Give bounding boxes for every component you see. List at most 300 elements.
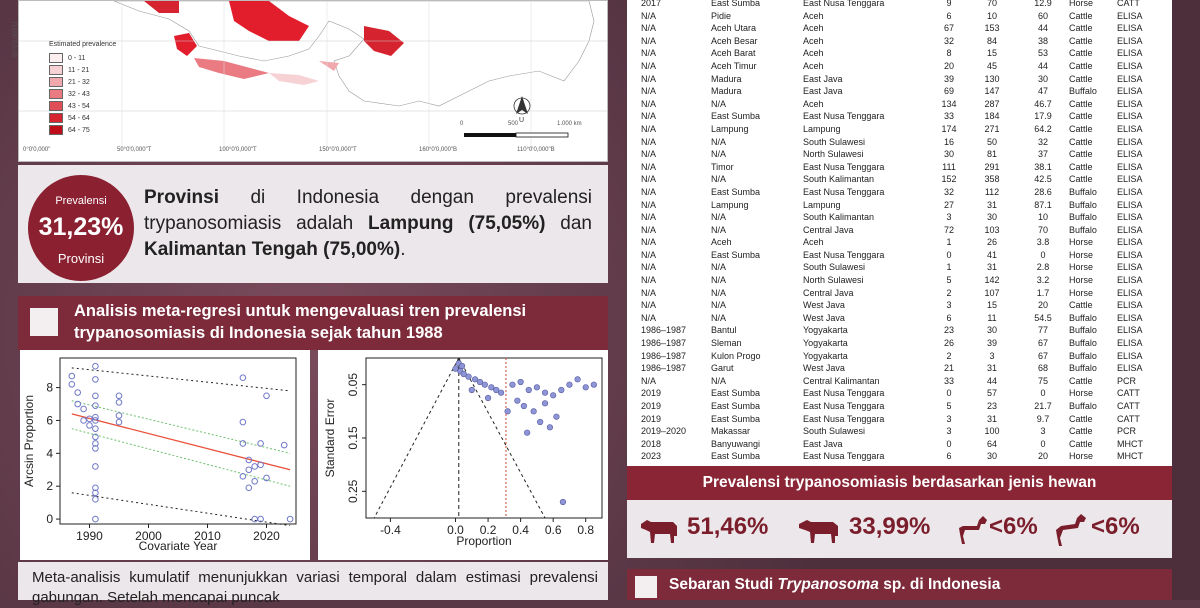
table-cell: ELISA [1117, 224, 1143, 235]
table-cell: 10 [1037, 212, 1048, 223]
data-point [93, 516, 99, 522]
data-point [547, 425, 553, 431]
data-point [482, 382, 488, 388]
circle-value: 31,23% [38, 213, 124, 241]
data-point [93, 426, 99, 432]
table-cell: 1986–1987 [641, 338, 687, 349]
table-cell: N/A [641, 149, 657, 160]
legend-item [49, 53, 85, 63]
table-cell: Bantul [711, 325, 737, 336]
table-row [641, 173, 1157, 186]
table-cell: 38.1 [1034, 161, 1052, 172]
table-cell: East Sumba [711, 186, 761, 197]
data-point [575, 377, 581, 383]
table-cell: 1 [946, 237, 952, 248]
legend-label: 11 - 21 [68, 66, 90, 74]
table-cell: 3 [946, 300, 952, 311]
table-cell: 134 [941, 98, 957, 109]
table-cell: MHCT [1117, 451, 1143, 462]
table-cell: South Kalimantan [803, 212, 875, 223]
table-cell: East Nusa Tenggara [803, 451, 885, 462]
table-cell: PCR [1117, 375, 1137, 386]
table-cell: 1 [946, 262, 952, 273]
table-cell: ELISA [1117, 136, 1143, 147]
x-tick-label: 2000 [135, 529, 162, 543]
table-cell: Central Java [803, 224, 854, 235]
animal-prevalence-header [627, 466, 1172, 500]
table-cell: N/A [711, 212, 727, 223]
table-cell: Pidie [711, 10, 732, 21]
table-cell: East Java [803, 73, 843, 84]
table-cell: 30 [1037, 73, 1048, 84]
table-cell: 287 [984, 98, 1000, 109]
y-axis-label: Standard Error [323, 398, 337, 478]
data-point [240, 419, 246, 425]
table-row [641, 438, 1157, 451]
table-cell: South Sulawesi [803, 426, 866, 437]
table-cell: 1986–1987 [641, 325, 687, 336]
x-tick-label: 2020 [253, 529, 280, 543]
table-cell: 45 [986, 60, 997, 71]
horse-icon [1053, 512, 1089, 548]
legend-swatch [49, 53, 63, 63]
table-cell: 358 [984, 174, 1000, 185]
table-cell: Aceh [803, 48, 824, 59]
table-cell: Cattle [1069, 174, 1093, 185]
data-point [554, 414, 560, 420]
legend-swatch [49, 101, 63, 111]
table-cell: 20 [1037, 300, 1048, 311]
table-cell: N/A [641, 111, 657, 122]
buffalo-icon [797, 516, 841, 544]
table-cell: N/A [641, 249, 657, 260]
y-tick-label: 8 [46, 380, 53, 395]
data-point [116, 400, 122, 406]
funnel-left [374, 358, 459, 518]
table-cell: 2023 [641, 451, 662, 462]
table-row [641, 312, 1157, 325]
table-cell: ELISA [1117, 123, 1143, 134]
table-cell: 0 [1040, 438, 1046, 449]
table-cell: 39 [986, 338, 997, 349]
table-cell: 30 [986, 212, 997, 223]
table-cell: 1986–1987 [641, 363, 687, 374]
table-cell: Buffalo [1069, 212, 1097, 223]
table-cell: 28.6 [1034, 186, 1052, 197]
table-cell: 6 [946, 10, 952, 21]
data-point [459, 363, 465, 369]
table-cell: 53 [1037, 48, 1048, 59]
table-cell: West Java [803, 300, 845, 311]
x-tick-label: 1990 [76, 529, 103, 543]
table-cell: N/A [641, 312, 657, 323]
legend-item [49, 65, 89, 75]
legend-item [49, 77, 90, 87]
table-cell: Aceh [803, 23, 824, 34]
table-cell: 32 [943, 35, 954, 46]
ci-band-upper [72, 401, 290, 454]
ci-band-lower [72, 429, 290, 487]
x-axis-label: Covariate Year [138, 539, 218, 553]
table-cell: ELISA [1117, 312, 1143, 323]
table-cell: N/A [641, 86, 657, 97]
table-cell: North Sulawesi [803, 149, 864, 160]
table-cell: Cattle [1069, 98, 1093, 109]
table-cell: East Sumba [711, 249, 761, 260]
table-cell: 174 [941, 123, 957, 134]
table-cell: Madura [711, 86, 742, 97]
animal-prevalence-row [627, 500, 1172, 558]
table-cell: 291 [984, 161, 1000, 172]
table-row [641, 299, 1157, 312]
province-prevalence-panel [18, 165, 608, 283]
legend-swatch [49, 89, 63, 99]
data-point [531, 409, 537, 415]
data-point [510, 382, 516, 388]
table-cell: ELISA [1117, 199, 1143, 210]
table-cell: 2 [946, 350, 952, 361]
data-point [75, 390, 81, 396]
table-cell: Aceh Besar [711, 35, 758, 46]
x-tick-label: 0.8 [577, 523, 595, 537]
table-row [641, 249, 1157, 262]
table-cell: Aceh [711, 237, 732, 248]
table-row [641, 261, 1157, 274]
table-cell: Horse [1069, 388, 1094, 399]
province-prevalence-text: Provinsi di Indonesia dengan prevalensi trypanosomiasis adalah Lampung (75,05%) dan Kalimantan Tengah (75,00%). [144, 187, 592, 260]
meta-analysis-text-panel [18, 562, 608, 606]
prevalence-table [641, 0, 1157, 463]
funnel-right [459, 358, 545, 518]
table-cell: Cattle [1069, 300, 1093, 311]
table-cell: 67 [943, 23, 954, 34]
table-cell: N/A [711, 300, 727, 311]
funnel-plot-svg [318, 350, 608, 560]
data-point [240, 474, 246, 480]
legend-label: 32 - 43 [68, 90, 90, 98]
data-point [252, 516, 258, 522]
table-cell: Buffalo [1069, 224, 1097, 235]
table-cell: ELISA [1117, 249, 1143, 260]
table-row [641, 161, 1157, 174]
table-row [641, 362, 1157, 375]
data-point [281, 442, 287, 448]
table-cell: N/A [641, 275, 657, 286]
table-cell: N/A [641, 262, 657, 273]
data-point [542, 390, 548, 396]
table-cell: 70 [986, 0, 997, 8]
data-point [287, 516, 293, 522]
table-cell: ELISA [1117, 23, 1143, 34]
table-cell: 103 [984, 224, 1000, 235]
table-cell: Kulon Progo [711, 350, 761, 361]
table-cell: East Nusa Tenggara [803, 388, 885, 399]
legend-item [49, 125, 90, 135]
table-row [641, 47, 1157, 60]
data-point [93, 403, 99, 409]
table-cell: ELISA [1117, 325, 1143, 336]
map-graphic [19, 1, 607, 161]
table-cell: 3.8 [1036, 237, 1050, 248]
legend-item [49, 89, 90, 99]
table-cell: Cattle [1069, 60, 1093, 71]
study-spread-header [627, 569, 1172, 600]
table-cell: 0 [1040, 249, 1046, 260]
table-cell: MHCT [1117, 438, 1143, 449]
table-cell: 39 [943, 73, 954, 84]
table-cell: Central Java [803, 287, 854, 298]
table-cell: 84 [986, 35, 997, 46]
table-cell: 111 [942, 161, 956, 172]
table-cell: 21 [943, 363, 954, 374]
table-cell: Cattle [1069, 111, 1093, 122]
table-cell: East Sumba [711, 451, 761, 462]
table-row [641, 35, 1157, 48]
table-cell: North Sulawesi [803, 275, 864, 286]
data-point [505, 409, 511, 415]
dog-prevalence: <6% [989, 513, 1038, 540]
table-cell: 54.5 [1034, 312, 1052, 323]
table-cell: N/A [641, 224, 657, 235]
cattle-icon [639, 514, 681, 544]
table-cell: 23 [986, 401, 997, 411]
table-row [641, 123, 1157, 136]
table-cell: 33 [943, 111, 954, 122]
table-cell: Timor [711, 161, 734, 172]
table-cell: 147 [984, 86, 1000, 97]
table-row [641, 211, 1157, 224]
table-cell: 17.9 [1034, 111, 1052, 122]
table-cell: Buffalo [1069, 350, 1097, 361]
table-cell: East Java [803, 438, 843, 449]
table-row [641, 425, 1157, 438]
table-cell: Cattle [1069, 35, 1093, 46]
table-cell: 30 [943, 149, 954, 160]
table-cell: 3 [946, 426, 952, 437]
table-cell: East Nusa Tenggara [803, 186, 885, 197]
table-cell: 46.7 [1034, 98, 1052, 109]
table-row [641, 60, 1157, 73]
table-cell: N/A [641, 174, 657, 185]
table-cell: ELISA [1117, 35, 1143, 46]
table-cell: Sleman [711, 338, 742, 349]
table-cell: N/A [711, 312, 727, 323]
table-cell: East Sumba [711, 111, 761, 122]
data-point [240, 441, 246, 447]
table-cell: N/A [641, 161, 657, 172]
data-point [466, 374, 472, 380]
table-cell: East Sumba [711, 413, 761, 424]
legend-label: 64 - 75 [68, 126, 90, 134]
table-cell: Aceh Timur [711, 60, 757, 71]
dog-icon [957, 514, 989, 546]
table-cell: 5 [946, 275, 952, 286]
data-point [498, 390, 504, 396]
table-cell: Horse [1069, 451, 1094, 462]
table-row [641, 110, 1157, 123]
data-point [116, 413, 122, 419]
table-cell: 31 [986, 413, 997, 424]
table-cell: 2.8 [1036, 262, 1050, 273]
table-cell: N/A [641, 237, 657, 248]
table-cell: 2019–2020 [641, 426, 687, 437]
table-cell: 26 [943, 338, 954, 349]
data-point [93, 377, 99, 383]
table-cell: N/A [641, 300, 657, 311]
table-cell: 26 [986, 237, 997, 248]
table-cell: Buffalo [1069, 199, 1097, 210]
y-tick-label: 0 [46, 512, 53, 527]
buffalo-prevalence: 33,99% [849, 513, 931, 540]
table-cell: 130 [984, 73, 1000, 84]
table-cell: 0 [946, 249, 952, 260]
table-cell: N/A [711, 375, 727, 386]
table-cell: Cattle [1069, 426, 1093, 437]
lon-label-110b: 110°0'0,000"B [517, 147, 555, 153]
table-cell: N/A [711, 174, 727, 185]
x-tick-label: 0.2 [479, 523, 497, 537]
legend-title: Estimated prevalence [49, 41, 117, 48]
data-point [116, 393, 122, 399]
table-cell: 2018 [641, 438, 662, 449]
meta-analysis-text: Meta-analisis kumulatif menunjukkan variasi temporal dalam estimasi prevalensi gabungan. Setelah mencapai puncak [32, 569, 598, 606]
table-cell: N/A [711, 275, 727, 286]
table-cell: East Nusa Tenggara [803, 413, 885, 424]
table-cell: Cattle [1069, 161, 1093, 172]
y-tick-label: 0.05 [346, 372, 360, 397]
table-cell: N/A [641, 73, 657, 84]
data-point [93, 464, 99, 470]
table-cell: 44 [986, 375, 997, 386]
table-cell: 10 [986, 10, 997, 21]
table-row [641, 0, 1157, 10]
table-cell: Cattle [1069, 413, 1093, 424]
table-cell: 20 [943, 60, 954, 71]
y-tick-label: 0.25 [346, 479, 360, 504]
data-point [583, 385, 589, 391]
table-cell: Cattle [1069, 136, 1093, 147]
table-row [641, 98, 1157, 111]
table-cell: 31 [986, 262, 997, 273]
svg-text:U: U [519, 117, 525, 124]
table-cell: 69 [943, 86, 954, 97]
scale-bar [464, 133, 568, 137]
table-cell: Buffalo [1069, 312, 1097, 323]
data-point [87, 423, 93, 429]
table-cell: 81 [986, 149, 997, 160]
table-cell: N/A [711, 224, 727, 235]
legend-item [49, 101, 90, 111]
table-row [641, 22, 1157, 35]
data-point [521, 403, 527, 409]
prevalence-map [13, 0, 608, 162]
lat-label-equator: 0°0'0,000" [23, 147, 51, 153]
y-tick-label: 4 [46, 446, 53, 461]
table-cell: Horse [1069, 275, 1094, 286]
table-row [641, 236, 1157, 249]
table-cell: East Nusa Tenggara [803, 249, 885, 260]
legend-swatch [49, 65, 63, 75]
table-cell: West Java [803, 312, 845, 323]
table-row [641, 10, 1157, 23]
table-cell: N/A [641, 212, 657, 223]
animal-prevalence-title: Prevalensi trypanosomiasis berdasarkan jenis hewan [702, 474, 1097, 491]
data-point [542, 401, 548, 407]
funnel-plot [318, 350, 608, 560]
y-axis-label: Arcsin Proportion [22, 394, 36, 488]
data-point [93, 497, 99, 503]
table-cell: 2019 [641, 388, 662, 399]
table-cell: 31 [986, 363, 997, 374]
horse-prevalence: <6% [1091, 513, 1140, 540]
table-cell: ELISA [1117, 275, 1143, 286]
table-row [641, 350, 1157, 363]
table-cell: Horse [1069, 262, 1094, 273]
table-cell: 64.2 [1034, 123, 1052, 134]
lon-label-150t: 150°0'0,000"T [319, 147, 357, 153]
data-point [116, 419, 122, 425]
table-cell: East Java [803, 86, 843, 97]
table-cell: 2017 [641, 0, 662, 8]
table-cell: N/A [641, 136, 657, 147]
table-cell: South Sulawesi [803, 136, 866, 147]
table-cell: 0 [1040, 388, 1046, 399]
table-cell: 9 [946, 0, 952, 8]
table-cell: ELISA [1117, 262, 1143, 273]
meta-regression-svg [20, 350, 310, 560]
table-cell: CATT [1117, 413, 1140, 424]
table-cell: East Nusa Tenggara [803, 0, 885, 8]
table-cell: Lampung [711, 199, 749, 210]
header-square-icon [635, 576, 657, 598]
table-cell: 47 [1037, 86, 1048, 97]
table-cell: 38 [1037, 35, 1048, 46]
table-row [641, 387, 1157, 400]
table-cell: ELISA [1117, 350, 1143, 361]
study-spread-title: Sebaran Studi Trypanosoma sp. di Indonesia [669, 576, 1001, 593]
table-cell: Buffalo [1069, 401, 1097, 411]
table-cell: 3 [946, 413, 952, 424]
table-cell: 50 [986, 136, 997, 147]
table-cell: East Sumba [711, 388, 761, 399]
table-cell: South Sulawesi [803, 262, 866, 273]
data-point [550, 393, 556, 399]
table-row [641, 375, 1157, 388]
table-cell: 16 [943, 136, 954, 147]
y-tick-label: 6 [46, 413, 53, 428]
data-point [246, 467, 252, 473]
data-point [246, 485, 252, 491]
table-cell: ELISA [1117, 363, 1143, 374]
table-cell: 37 [1037, 149, 1048, 160]
table-cell: 107 [984, 287, 1000, 298]
regression-line [72, 414, 290, 470]
table-cell: 8 [946, 48, 952, 59]
data-point [75, 401, 81, 407]
table-cell: 3 [989, 350, 995, 361]
table-cell: 1.7 [1036, 287, 1050, 298]
table-cell: N/A [641, 123, 657, 134]
lon-label-100t: 100°0'0,000"T [219, 147, 257, 153]
prevalence-circle [28, 175, 134, 281]
table-cell: Lampung [803, 199, 841, 210]
table-cell: N/A [641, 98, 657, 109]
table-cell: 2019 [641, 401, 662, 411]
table-cell: East Sumba [711, 401, 761, 411]
table-cell: Aceh [803, 35, 824, 46]
table-cell: 0 [946, 388, 952, 399]
table-cell: 60 [1037, 10, 1048, 21]
